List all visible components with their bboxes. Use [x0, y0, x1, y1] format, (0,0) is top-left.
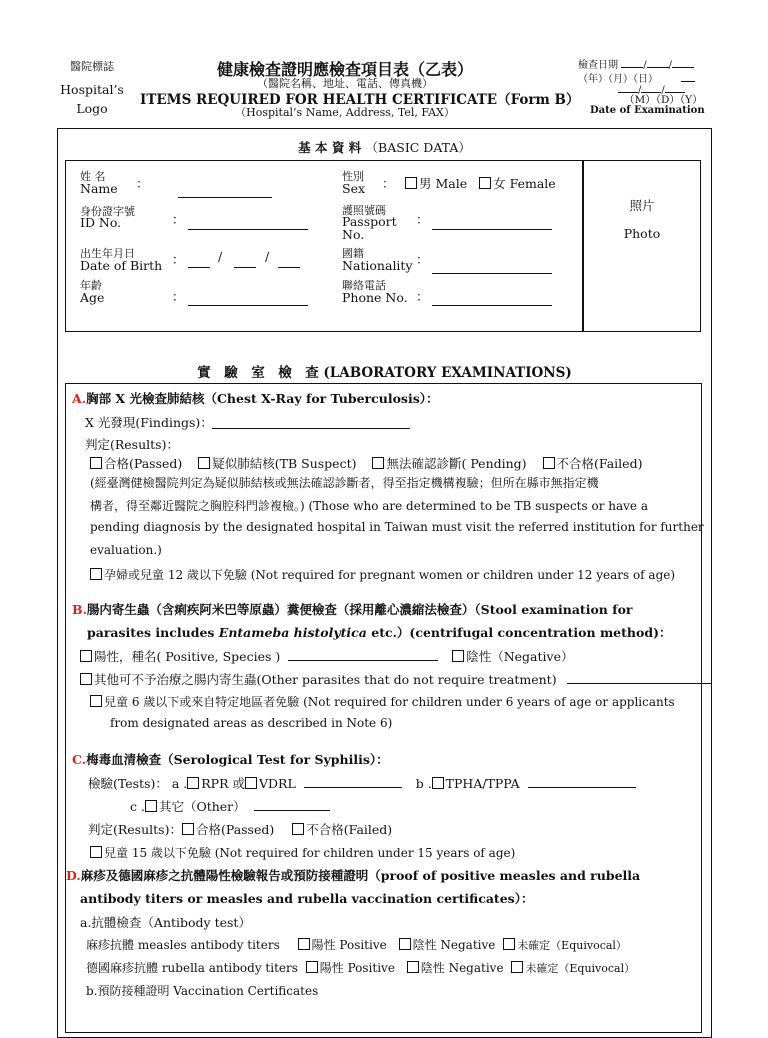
syphilis-c-label: c . [130, 799, 145, 814]
xray-tb-label: 疑似肺結核(TB Suspect) [212, 456, 357, 471]
xray-passed-label: 合格(Passed) [104, 456, 183, 471]
name-label-en: Name [80, 181, 118, 196]
syphilis-passed-checkbox[interactable] [182, 823, 194, 835]
id-label-en: ID No. [80, 215, 122, 230]
syphilis-exempt-checkbox[interactable] [90, 846, 102, 858]
section-b-letter: B. [72, 602, 87, 617]
logo-label-en-1: Hospital’s [60, 82, 124, 97]
photo-box[interactable] [583, 160, 701, 332]
syphilis-passed-label: 合格(Passed) [195, 822, 275, 837]
name-label-zh: 姓 名 [80, 170, 106, 183]
measles-negative-label: 陰性 Negative [412, 938, 496, 952]
rubella-negative-label: 陰性 Negative [420, 961, 504, 975]
section-b-title-2b: etc.）(centrifugal concentration method)： [366, 625, 672, 640]
section-c-letter: C. [72, 752, 87, 767]
xray-note-line-1: (經臺灣健檢醫院判定為疑似肺結核或無法確認診斷者，得至指定機構複驗；但所在縣市無指定機 [90, 476, 599, 490]
passport-colon: ： [416, 212, 429, 227]
lab-heading-zh: 實 驗 室 檢 查 [197, 365, 319, 381]
exam-date-label-zh: 檢查日期 [578, 60, 618, 71]
xray-note-line-4: evaluation.) [90, 543, 162, 557]
male-checkbox[interactable] [405, 177, 417, 189]
tpha-field[interactable] [528, 776, 636, 788]
phone-colon: ： [416, 289, 429, 304]
section-d-title-1 [66, 866, 640, 884]
syphilis-results-row [88, 820, 392, 838]
rubella-equivocal-label: 未確定（Equivocal） [525, 962, 636, 975]
female-label: 女 Female [493, 176, 556, 191]
dob-slash-2: / [265, 249, 270, 264]
hospital-logo-placeholder [52, 58, 132, 116]
stool-exempt-1 [90, 693, 675, 710]
syphilis-other-checkbox[interactable] [145, 800, 157, 812]
section-d-title-2: antibody titers or measles and rubella vaccination certificates）： [80, 891, 534, 906]
phone-field[interactable] [432, 294, 552, 306]
form-subtitle-en: （Hospital’s Name, Address, Tel, FAX） [235, 106, 455, 119]
exam-date-line[interactable] [681, 73, 695, 82]
nationality-label-zh: 國籍 [342, 247, 364, 260]
section-b-title-2-italic: Entameba histolytica [218, 625, 367, 640]
stool-negative-label: 陰性（Negative） [466, 649, 574, 664]
exam-date-block: 檢查日期 / / （年）（月）（日） / / [578, 56, 718, 98]
exam-day-field[interactable] [672, 59, 694, 68]
rubella-positive-label: 陽性 Positive [319, 961, 395, 975]
stool-positive-checkbox[interactable] [80, 650, 92, 662]
stool-species-field[interactable] [288, 649, 438, 661]
section-c-title [72, 750, 389, 768]
dob-colon: ： [172, 252, 185, 267]
xray-passed-checkbox[interactable] [90, 457, 102, 469]
photo-label-en: Photo [623, 226, 661, 241]
nationality-label-en: Nationality [342, 258, 413, 273]
age-label-en: Age [80, 290, 105, 305]
stool-exempt-2: from designated areas as described in Note 6) [110, 716, 393, 730]
syphilis-exempt-label: 兒童 15 歲以下免驗 (Not required for children under 15 years of age) [104, 846, 516, 860]
passport-label-en-2: No. [342, 227, 365, 242]
id-label-zh: 身份證字號 [80, 205, 135, 218]
xray-exempt [90, 566, 675, 583]
xray-note-line-3: pending diagnosis by the designated hospital in Taiwan must visit the referred institution for further [90, 520, 704, 534]
antibody-test-label: a.抗體檢查（Antibody test） [80, 915, 251, 930]
dob-day-field[interactable] [278, 256, 300, 268]
rubella-label: 德國麻疹抗體 rubella antibody titers [86, 961, 298, 975]
section-d-letter: D. [66, 868, 81, 883]
stool-other-checkbox[interactable] [80, 673, 92, 685]
xray-tb-checkbox[interactable] [198, 457, 210, 469]
section-a-title-text: 胸部 X 光檢查肺結核（Chest X-Ray for Tuberculosis）： [86, 391, 439, 406]
stool-negative-checkbox[interactable] [452, 650, 464, 662]
stool-result-row [80, 647, 574, 665]
syphilis-results-label: 判定(Results)： [88, 822, 182, 837]
age-label-zh: 年齡 [80, 279, 102, 292]
xray-findings-label: X 光發現(Findings)： [85, 415, 213, 430]
xray-exempt-label: 孕婦或兒童 12 歲以下免驗 (Not required for pregnant women or children under 12 years of age) [104, 568, 676, 582]
stool-other-label: 其他可不予治療之腸内寄生蟲(Other parasites that do not require treatment) [94, 672, 557, 687]
stool-positive-label: 陽性，種名( Positive, Species ) [94, 649, 281, 664]
name-colon: ： [136, 176, 149, 191]
id-field[interactable] [188, 218, 308, 230]
stool-other-row [80, 670, 712, 688]
xray-pending-label: 無法確認診斷( Pending) [386, 456, 527, 471]
sex-options [405, 174, 556, 192]
sex-colon: ： [382, 176, 395, 191]
dob-label-en: Date of Birth [80, 258, 163, 273]
form-title-zh: 健康檢查證明應檢查項目表（乙表） [216, 60, 473, 79]
syphilis-b-label: b . [415, 776, 432, 791]
phone-label-zh: 聯絡電話 [342, 279, 386, 292]
syphilis-other-label: 其它（Other） [158, 799, 246, 814]
measles-label: 麻疹抗體 measles antibody titers [86, 938, 280, 952]
xray-failed-label: 不合格(Failed) [556, 456, 643, 471]
syphilis-other-field[interactable] [254, 799, 330, 811]
rpr-checkbox[interactable] [187, 777, 199, 789]
tpha-checkbox[interactable] [432, 777, 444, 789]
rubella-positive-checkbox[interactable] [306, 961, 318, 973]
basic-heading-zh: 基 本 資 料 [298, 140, 362, 155]
section-a-letter: A. [72, 391, 87, 406]
section-b-title-2a: parasites includes [87, 625, 219, 640]
male-label: 男 Male [419, 176, 468, 191]
section-c-title-text: 梅毒血清檢查（Serological Test for Syphilis）： [86, 752, 389, 767]
dob-month-field[interactable] [234, 256, 256, 268]
rubella-negative-checkbox[interactable] [407, 961, 419, 973]
vaccination-cert-label: b.預防接種證明 Vaccination Certificates [86, 984, 319, 998]
syphilis-a-label: a . [171, 776, 188, 791]
section-a-title [72, 389, 438, 407]
measles-equivocal-checkbox[interactable] [503, 938, 515, 950]
phone-label-en: Phone No. [342, 290, 408, 305]
section-b-title-2 [87, 623, 672, 641]
exam-month-field[interactable] [647, 59, 669, 68]
lab-heading [57, 361, 712, 381]
age-field[interactable] [188, 294, 308, 306]
section-b-title-text-1: 腸内寄生蟲（含痢疾阿米巴等原蟲）糞便檢查（採用離心濃縮法檢查）（Stool examination for [86, 602, 633, 617]
logo-label-en-2: Logo [76, 101, 108, 116]
stool-exempt-label-1: 兒童 6 歲以下或來自特定地區者免驗 (Not required for children under 6 years of age or applicants [104, 695, 675, 709]
xray-pending-checkbox[interactable] [372, 457, 384, 469]
age-colon: ： [172, 289, 185, 304]
sex-label-zh: 性別 [342, 170, 364, 183]
lab-heading-en: (LABORATORY EXAMINATIONS) [323, 365, 572, 381]
measles-positive-label: 陽性 Positive [311, 938, 387, 952]
exam-year-field[interactable] [621, 59, 643, 68]
rubella-equivocal-checkbox[interactable] [511, 961, 523, 973]
rpr-label: RPR 或 [201, 776, 245, 791]
dob-year-field[interactable] [188, 256, 210, 268]
syphilis-tests-row [88, 774, 636, 792]
section-b-title-1 [72, 600, 633, 618]
stool-other-field[interactable] [567, 672, 712, 684]
vdrl-label: VDRL [258, 776, 296, 791]
dob-label-zh: 出生年月日 [80, 247, 135, 260]
id-colon: ： [172, 212, 185, 227]
basic-data-heading [57, 138, 712, 156]
syphilis-exempt [90, 844, 515, 861]
rubella-row [86, 959, 635, 976]
measles-positive-checkbox[interactable] [298, 938, 310, 950]
basic-heading-en: （BASIC DATA） [365, 140, 471, 155]
xray-note-line-2: 構者，得至鄰近醫院之胸腔科門診複檢。) (Those who are determined to be TB suspects or have a [90, 499, 648, 513]
passport-field[interactable] [432, 218, 552, 230]
syphilis-failed-checkbox[interactable] [292, 823, 304, 835]
xray-findings-field[interactable] [212, 417, 410, 429]
syphilis-failed-label: 不合格(Failed) [306, 822, 393, 837]
photo-label-zh: 照片 [629, 198, 655, 213]
passport-label-en-1: Passport [342, 214, 397, 229]
name-field[interactable] [178, 186, 272, 198]
exam-date-label-en: Date of Examination [590, 105, 705, 116]
xray-results-options [90, 454, 642, 472]
syphilis-tests-label: 檢驗(Tests)： [88, 776, 168, 791]
female-checkbox[interactable] [479, 177, 491, 189]
stool-exempt-checkbox[interactable] [90, 695, 102, 707]
section-d-title-text-1: 麻疹及德國麻疹之抗體陽性檢驗報告或預防接種證明（proof of positive measles and rubella [80, 868, 641, 883]
xray-exempt-checkbox[interactable] [90, 568, 102, 580]
dob-slash-1: / [218, 249, 223, 264]
nationality-colon: ： [416, 252, 429, 267]
passport-label-zh: 護照號碼 [342, 204, 386, 217]
xray-results-label: 判定(Results)： [85, 437, 179, 452]
measles-row [86, 936, 627, 953]
form-title-en: ITEMS REQUIRED FOR HEALTH CERTIFICATE（Form B） [140, 92, 580, 108]
measles-negative-checkbox[interactable] [399, 938, 411, 950]
nationality-field[interactable] [432, 262, 552, 274]
measles-equivocal-label: 未確定（Equivocal） [517, 939, 627, 952]
logo-label-zh: 醫院標誌 [70, 60, 114, 73]
form-subtitle-zh: （醫院名稱、地址、電話、傳真機） [257, 77, 433, 90]
tpha-label: TPHA/TPPA [445, 776, 520, 791]
sex-label-en: Sex [342, 181, 366, 196]
exam-date-mdy: （M）（D）（Y） [624, 94, 703, 106]
vdrl-checkbox[interactable] [245, 777, 257, 789]
syphilis-other-row [130, 797, 330, 815]
xray-failed-checkbox[interactable] [543, 457, 555, 469]
vdrl-field[interactable] [304, 776, 402, 788]
exam-date-ymd-zh: （年）（月）（日） [578, 74, 658, 85]
